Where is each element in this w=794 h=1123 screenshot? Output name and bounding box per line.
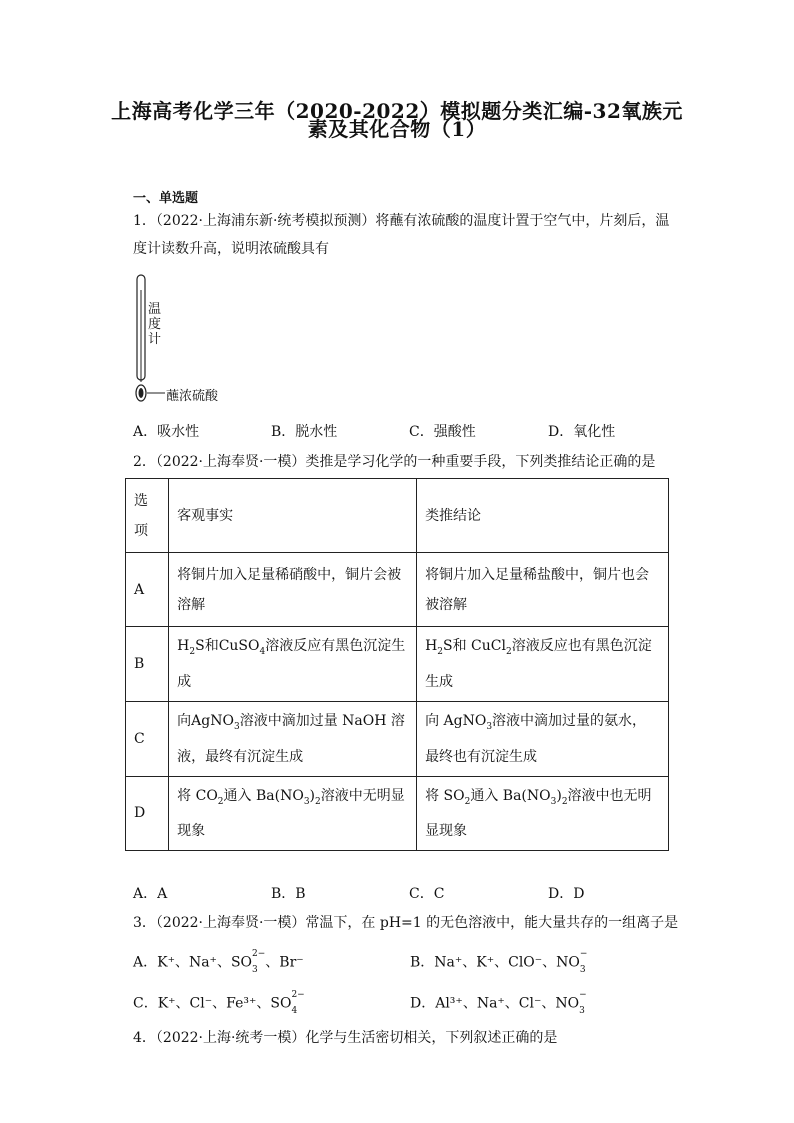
row-option: A [126, 553, 169, 627]
question-1-options [133, 421, 693, 441]
row-fact: 将铜片加入足量稀硝酸中，铜片会被溶解 [169, 553, 417, 627]
table-row [126, 701, 669, 776]
question-2-text: 2．（2022·上海奉贤·一模）类推是学习化学的一种重要手段，下列类推结论正确的是 [133, 454, 656, 470]
option-d[interactable]: D．氧化性 [548, 424, 616, 440]
analogy-table [125, 478, 669, 851]
row-option: B [126, 627, 169, 702]
option-d[interactable]: D．D [548, 886, 585, 902]
option-a[interactable]: A．A [133, 886, 168, 902]
question-1-text: 1．（2022·上海浦东新·统考模拟预测）将蘸有浓硫酸的温度计置于空气中，片刻后，温度计读数升高，说明浓硫酸具有 [133, 213, 670, 257]
row-fact: $H_2S$和CuSO$_4$溶液反应有黑色沉淀生成 [169, 627, 417, 702]
row-conclusion: 向 AgNO$_3$溶液中滴加过量的氨水，最终也有沉淀生成 [417, 701, 669, 776]
row-conclusion: 将铜片加入足量稀盐酸中，铜片也会被溶解 [417, 553, 669, 627]
option-c[interactable]: C．K⁺、Cl⁻、Fe³⁺、$SO^{2-}$ $_4$ [133, 990, 305, 1016]
option-b[interactable]: B．B [271, 886, 306, 902]
doc-title-line2: 素及其化合物（1） [307, 117, 487, 141]
table-row [126, 627, 669, 702]
thermometer-bulb-fill [139, 388, 144, 398]
header-fact: 客观事实 [169, 479, 417, 553]
figure-label-bottom: 蘸浓硫酸 [166, 389, 219, 404]
figure-label-char: 温 [148, 302, 162, 317]
option-a[interactable]: A．吸水性 [133, 424, 200, 440]
question-4-text: 4．（2022·上海·统考一模）化学与生活密切相关，下列叙述正确的是 [133, 1030, 558, 1046]
header-option: 选项 [126, 479, 169, 553]
table-row [126, 776, 669, 851]
option-c[interactable]: C．强酸性 [409, 424, 476, 440]
section-heading: 一、单选题 [133, 191, 199, 206]
row-conclusion: 将 $SO_2$通入 $Ba(NO_3)_2$溶液中也无明显现象 [417, 776, 669, 851]
row-option: D [126, 776, 169, 851]
table-row [126, 553, 669, 627]
option-b[interactable]: B．脱水性 [271, 424, 338, 440]
figure-label-top [148, 302, 161, 347]
figure-label-char: 计 [148, 332, 162, 347]
row-fact: 向AgNO$_3$溶液中滴加过量 NaOH 溶液，最终有沉淀生成 [169, 701, 417, 776]
doc-title-line1: 上海高考化学三年（2020-2022）模拟题分类汇编-32氧族元 [111, 99, 683, 123]
header-conclusion: 类推结论 [417, 479, 669, 553]
question-2-options [133, 883, 693, 903]
table-header-row [126, 479, 669, 553]
option-a[interactable]: A．K⁺、Na⁺、$SO^{2-}$ $_3$ 、Br⁻ [133, 949, 304, 975]
figure-label-char: 度 [148, 317, 162, 332]
row-fact: 将 $CO_2$通入 $Ba(NO_3)_2$溶液中无明显现象 [169, 776, 417, 851]
row-conclusion: $H_2S$和 CuCl$_2$溶液反应也有黑色沉淀生成 [417, 627, 669, 702]
option-b[interactable]: B．Na⁺、K⁺、ClO⁻、NO− $_3$ [410, 949, 588, 975]
question-3-text: 3．（2022·上海奉贤·一模）常温下，在 pH=1 的无色溶液中，能大量共存的一组离子是 [133, 915, 679, 931]
option-c[interactable]: C．C [409, 886, 445, 902]
option-d[interactable]: D．Al³⁺、Na⁺、Cl⁻、NO− $_3$ [410, 990, 587, 1016]
row-option: C [126, 701, 169, 776]
